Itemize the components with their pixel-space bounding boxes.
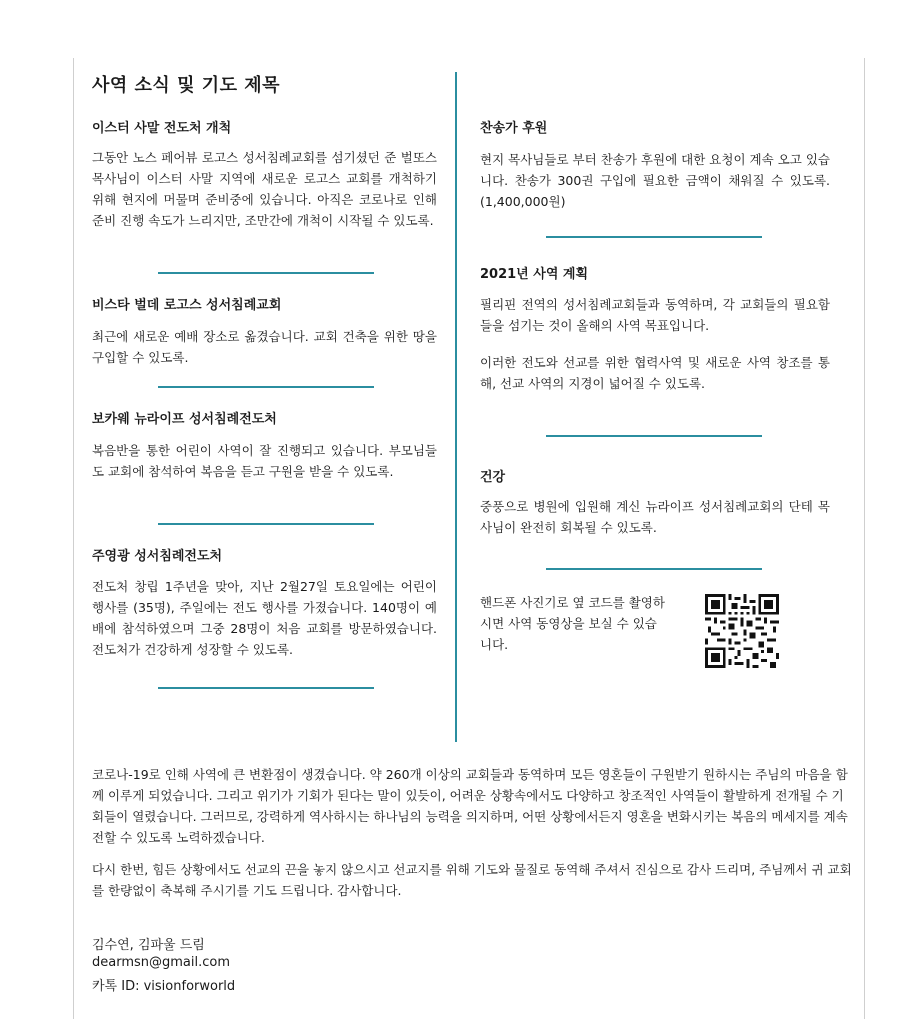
section-body-2021-plan-2: 이러한 전도와 선교를 위한 협력사역 및 새로운 사역 창조를 통해, 선교 사역의 지경이 넓어질 수 있도록. [480, 355, 830, 391]
section-divider [158, 386, 374, 388]
section-body-health: 중풍으로 병원에 입원해 계신 뉴라이프 성서침례교회의 단테 목사님이 완전히 회복될 수 있도록. [480, 499, 830, 535]
section-divider [546, 236, 762, 238]
page-border-left [73, 58, 74, 1019]
section-body-2021-plan: 필리핀 전역의 성서침례교회들과 동역하며, 각 교회들의 필요함들을 섬기는 것이 올해의 사역 목표입니다. [480, 297, 830, 333]
section-divider [546, 568, 762, 570]
section-divider [158, 687, 374, 689]
section-divider [546, 435, 762, 437]
section-body-hymnal-support: 현지 목사님들로 부터 찬송가 후원에 대한 요청이 계속 오고 있습니다. 찬송가 300권 구입에 필요한 금액이 채워질 수 있도록. (1,400,000원) [480, 152, 830, 209]
section-title-easter-samal: 이스터 사말 전도처 개척 [92, 121, 232, 136]
section-title-health: 건강 [480, 470, 506, 485]
closing-paragraph-2: 다시 한번, 힘든 상황에서도 선교의 끈을 놓지 않으시고 선교지를 위해 기도와 물질로 동역해 주셔서 진심으로 감사 드리며, 주님께서 귀 교회를 한량없이 축복해 주시기를 기도 드립니다. 감사합니다. [92, 862, 852, 898]
closing-paragraph-1: 코로나-19로 인해 사역에 큰 변환점이 생겼습니다. 약 260개 이상의 교회들과 동역하며 모든 영혼들이 구원받기 원하시는 주님의 마음을 함께 이루게 되었습니다. 그리고 위기가 기회가 된다는 말이 있듯이, 어려운 상황속에서도 다양하고 창조적인 사역들이 활발하게 전개될 수 기회들이 열렸습니다. 그러므로, 강력하게 역사하시는 하나님의 능력을 의지하며, 어떤 상황에서든지 영혼을 변화시키는 복음의 메세지를 계속 전할 수 있도록 노력하겠습니다. [92, 767, 848, 845]
section-body-bocaue: 복음반을 통한 어린이 사역이 잘 진행되고 있습니다. 부모님들도 교회에 참석하여 복음을 듣고 구원을 받을 수 있도록. [92, 443, 437, 479]
qr-caption: 핸드폰 사진기로 옆 코드를 촬영하시면 사역 동영상을 보실 수 있습니다. [480, 595, 665, 652]
section-title-hymnal-support: 찬송가 후원 [480, 121, 548, 136]
section-title-vista-verde: 비스타 벌데 로고스 성서침례교회 [92, 298, 282, 313]
column-divider [455, 72, 457, 742]
page-title: 사역 소식 및 기도 제목 [92, 75, 281, 96]
signature-names: 김수연, 김파울 드림 [92, 938, 205, 953]
signature-email[interactable]: dearmsn@gmail.com [92, 955, 231, 970]
qr-code-icon[interactable] [705, 594, 779, 668]
signature-kakao-id: 카톡 ID: visionforworld [92, 979, 236, 994]
section-title-joo-young-kwang: 주영광 성서침례전도처 [92, 549, 223, 564]
section-divider [158, 523, 374, 525]
page-border-right [864, 58, 865, 1019]
section-title-bocaue: 보카웨 뉴라이프 성서침례전도처 [92, 412, 277, 427]
section-body-joo-young-kwang: 전도처 창립 1주년을 맞아, 지난 2월27일 토요일에는 어린이 행사를 (35명), 주일에는 전도 행사를 가졌습니다. 140명이 예배에 참석하였으며 그중 28명이 처음 교회를 방문하였습니다. 전도처가 건강하게 성장할 수 있도록. [92, 579, 437, 657]
section-divider [158, 272, 374, 274]
section-body-easter-samal: 그동안 노스 페어뷰 로고스 성서침례교회를 섬기셨던 준 벌또스 목사님이 이스터 사말 지역에 새로운 로고스 교회를 개척하기 위해 현지에 머물며 준비중에 있습니다. 아직은 코로나로 인해 준비 진행 속도가 느리지만, 조만간에 개척이 시작될 수 있도록. [92, 150, 437, 228]
section-title-2021-plan: 2021년 사역 계획 [480, 267, 589, 282]
section-body-vista-verde: 최근에 새로운 예배 장소로 옮겼습니다. 교회 건축을 위한 땅을 구입할 수 있도록. [92, 329, 437, 365]
